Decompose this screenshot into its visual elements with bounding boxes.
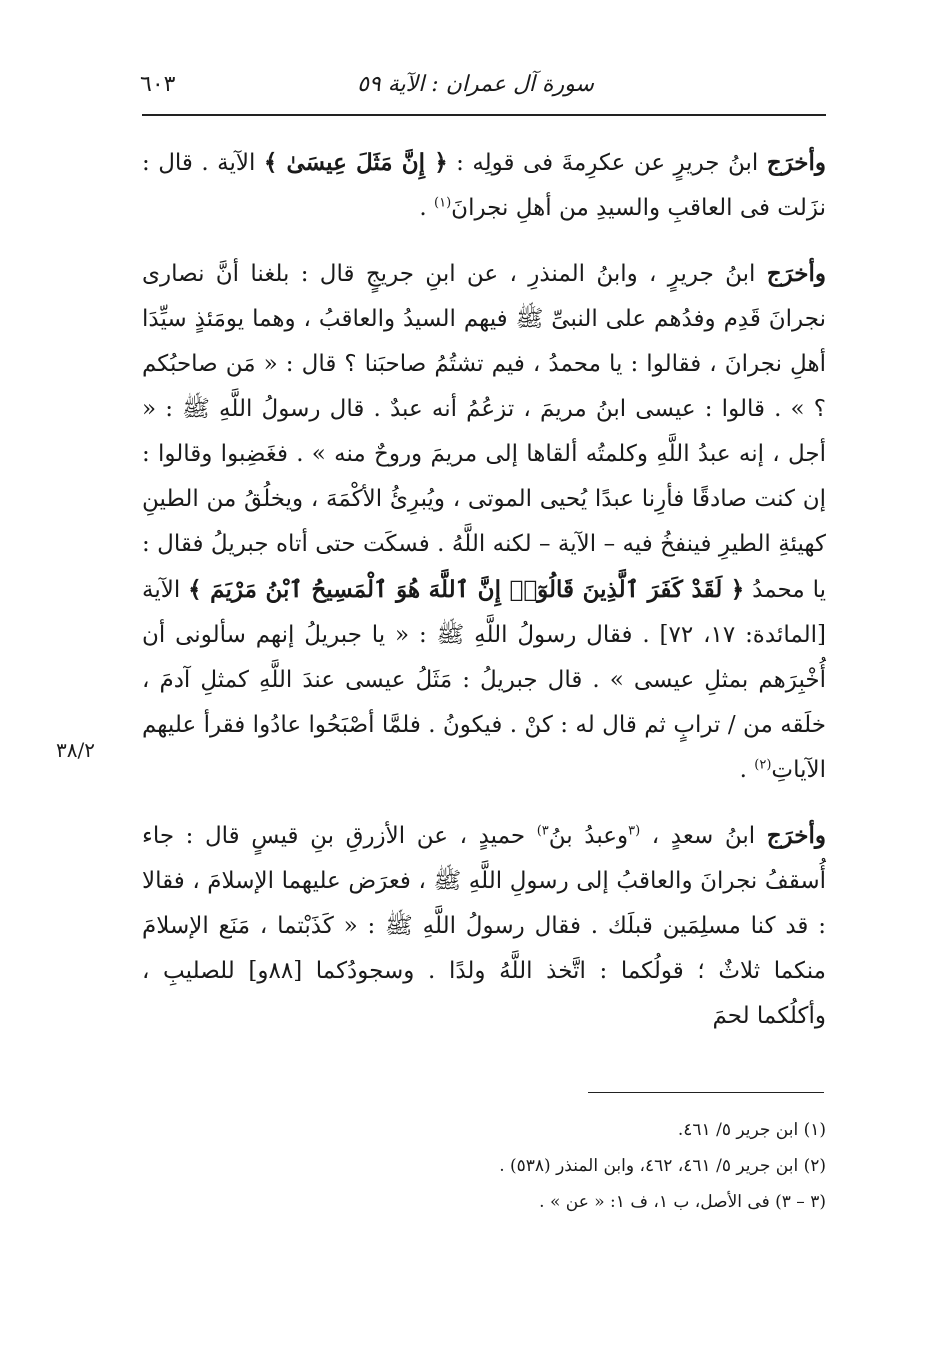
page-number: ٦٠٣ (140, 72, 176, 97)
paragraph-text: . (739, 757, 755, 783)
footnote-ref: (٢) (754, 757, 772, 773)
paragraph-text: الآية . قال : نزَلت فى العاقبِ والسيدِ من أهلِ نجرانَ (142, 150, 826, 221)
footnotes (142, 1112, 826, 1220)
page-header (140, 68, 824, 108)
footnote-ref: ٣) (536, 823, 549, 839)
footnote-3: (٣ – ٣) فى الأصل، ب ١، ف ١: « عن » . (539, 1192, 826, 1212)
quran-quote: ﴿ إِنَّ مَثَلَ عِيسَىٰ ﴾ (263, 149, 448, 176)
running-title: سورة آل عمران : الآية ٥٩ (357, 72, 594, 97)
paragraph-2 (142, 251, 826, 793)
paragraph-text: ابنُ سعدٍ ، (640, 823, 767, 849)
footnote-2: (٢) ابن جرير ٥/ ٤٦١، ٤٦٢، وابن المنذر (٥٣٨) . (499, 1156, 826, 1176)
paragraph-lead: وأخرَج (766, 822, 826, 849)
footnote-1: (١) ابن جرير ٥/ ٤٦١. (677, 1120, 826, 1140)
quran-quote: ﴿ لَقَدْ كَفَرَ ٱلَّذِينَ قَالُوٓا۟ إِنَّ ٱللَّهَ هُوَ ٱلْمَسِيحُ ٱبْنُ مَرْيَمَ ﴾ (188, 576, 745, 603)
paragraph-3 (142, 813, 826, 1039)
header-rule (142, 114, 826, 116)
paragraph-text: وعبدُ بنُ (548, 823, 629, 849)
footnote-rule (588, 1092, 824, 1093)
paragraph-text: ابنُ جريرٍ عن عكرِمةَ فى قولِه : (447, 150, 767, 176)
margin-note: ٣٨/٢ (56, 738, 95, 762)
footnote-ref: (١) (434, 195, 452, 211)
paragraph-text: . (419, 195, 435, 221)
footnote-ref: (٣ (628, 823, 641, 839)
paragraph-text: الآية [المائدة: ١٧، ٧٢] . فقال رسولُ اللَّهِ ﷺ : « يا جبريلُ إنهم سألونى أن أُخْبِرَهم بمثلِ عيسى » . قال جبريلُ : مَثَلُ عيسى عندَ اللَّهِ كمثلِ آدمَ ، خلَقه من / ترابٍ ثم قال له : كنْ . فيكونُ . فلمَّا أصْبَحُوا عادُوا فقرأ عليهم الآياتِ (142, 577, 827, 783)
paragraph-text: حميدٍ ، عن الأزرقِ بنِ قيسٍ قال : جاء أُسقفُ نجرانَ والعاقبُ إلى رسولِ اللَّهِ ﷺ ، فعرَض عليهما الإسلامَ ، فقالا : قد كنا مسلِمَين قبلَك . فقال رسولُ اللَّهِ ﷺ : « كَذَبْتما ، مَنَع الإسلامَ منكما ثلاثٌ ؛ قولُكما : اتَّخذ اللَّهُ ولدًا . وسجودُكما [٨٨و] للصليبِ ، وأكلُكما لحمَ (142, 823, 826, 1029)
main-text (142, 140, 826, 1059)
paragraph-text: ابنُ جريرٍ ، وابنُ المنذرِ ، عن ابنِ جريجٍ قال : بلغنا أنَّ نصارى نجرانَ قَدِم وفدُهم على النبىِّ ﷺ فيهم السيدُ والعاقبُ ، وهما يومَئذٍ سيِّدَا أهلِ نجرانَ ، فقالوا : يا محمدُ ، فيم تشتُمُ صاحبَنا ؟ قال : « مَن صاحبُكم ؟ » . قالوا : عيسى ابنُ مريمَ ، تزعُمُ أنه عبدٌ . قال رسولُ اللَّهِ ﷺ : « أجل ، إنه عبدُ اللَّهِ وكلمتُه ألقاها إلى مريمَ وروحٌ منه » . فغَضِبوا وقالوا : إن كنت صادقًا فأرِنا عبدًا يُحيى الموتى ، ويُبرِئُ الأكْمَهَ ، ويخلُقُ من الطينِ كهيئةِ الطيرِ فينفخُ فيه – الآية – لكنه اللَّهُ . فسكَت حتى أتاه جبريلُ فقال : يا محمدُ (142, 261, 826, 603)
paragraph-1 (142, 140, 826, 231)
paragraph-lead: وأخرَج (766, 149, 826, 176)
paragraph-lead: وأخرَج (766, 260, 826, 287)
